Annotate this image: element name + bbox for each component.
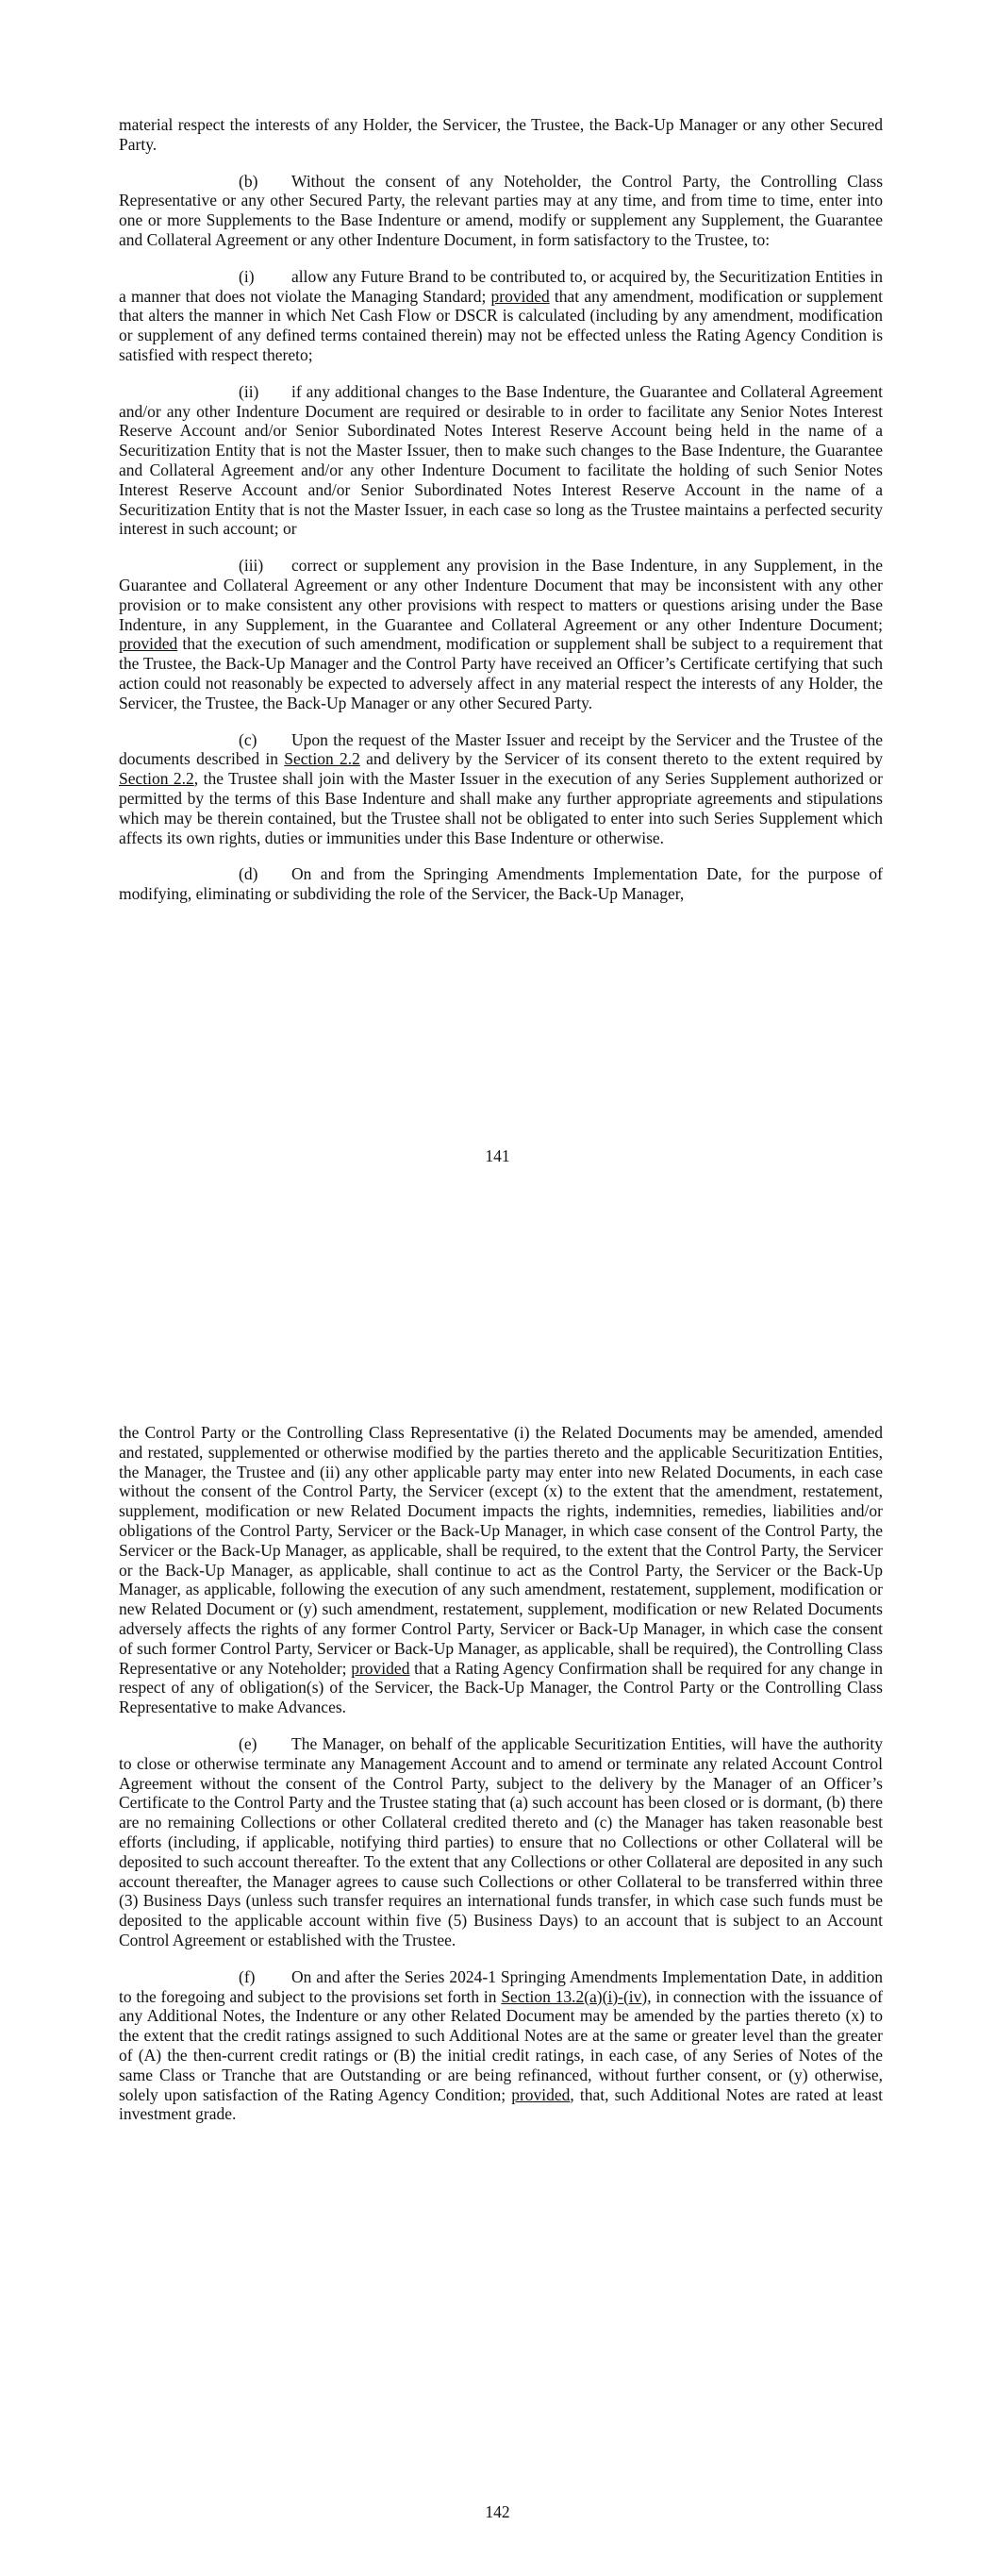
paragraph-f [119,1967,883,2124]
clause-i [119,267,883,365]
page-141-body [119,115,883,921]
paragraph-d [119,864,883,904]
paragraph-b-text: Without the consent of any Noteholder, the Control Party, the Controlling Class Representative or any other Secured Party, the relevant parties may at any time, and from time to time, enter into one or more Supplements to the Base Indenture or amend, modify or supplement any Supplement, the Guarantee and Collateral Agreement or any other Indenture Document, in form satisfactory to the Trustee, to: [119,171,883,249]
label-iii: (iii) [239,556,264,576]
clause-iii-text-2: that the execution of such amendment, modification or supplement shall be subject to a requirement that the Trustee, the Back-Up Manager and the Control Party have received an Officer’s Certificate certifying that such action could not reasonably be expected to adversely affect in any material respect the interests of any Holder, the Servicer, the Trustee, the Back-Up Manager or any other Secured Party. [119,634,883,712]
paragraph-b [119,172,883,250]
continuation-text-2: that a Rating Agency Confirmation shall be required for any change in respect of any of obligation(s) of the Servicer, the Back-Up Manager, the Control Party or the Controlling Class Representative to make Advances. [119,1658,883,1717]
label-d: (d) [239,864,258,884]
page-number: 142 [485,2502,510,2521]
label-c: (c) [239,729,257,749]
label-e: (e) [239,1733,257,1753]
paragraph-f-text-1: On and after the Series 2024-1 Springing Amendments Implementation Date, in addition to the foregoing and subject to the provisions set forth in [119,1966,883,2006]
clause-i-text-1: allow any Future Brand to be contributed to, or acquired by, the Securitization Entities in a manner that does not violate the Managing Standard; [119,266,883,306]
paragraph-c-text-3: , the Trustee shall join with the Master Issuer in the execution of any Series Supplement authorized or permitted by the terms of this Base Indenture and shall make any further appropriate agreements and stipulations which may be therein contained, but the Trustee shall not be obligated to enter into such Series Supplement which affects its own rights, duties or immunities under this Base Indenture or otherwise. [119,769,883,847]
page-142-body [119,1423,883,2141]
continuation-text-1: the Control Party or the Controlling Class Representative (i) the Related Documents may be amended, amended and restated, supplemented or otherwise modified by the parties thereto and the applicable Securitization Entities, the Manager, the Trustee and (ii) any other applicable party may enter into new Related Documents, in each case without the consent of the Control Party, the Servicer (except (x) to the extent that the amendment, restatement, supplement, modification or new Related Document impacts the rights, indemnities, remedies, liabilities and/or obligations of the Control Party, Servicer or the Back-Up Manager, in which case consent of the Control Party, the Servicer or the Back-Up Manager, as applicable, shall be required, to the extent that the Control Party, the Servicer or the Back-Up Manager, as applicable, shall continue to act as the Control Party, the Servicer or the Back-Up Manager, as applicable, following the execution of any such amendment, restatement, supplement, modification or new Related Document or (y) such amendment, restatement, supplement, modification or new Related Documents adversely affects the rights of any former Control Party, Servicer or Back-Up Manager, in which case the consent of such former Control Party, Servicer or Back-Up Manager, as applicable, shall be required), the Controlling Class Representative or any Noteholder; [119,1423,883,1678]
paragraph-d-text: On and from the Springing Amendments Implementation Date, for the purpose of modifying, eliminating or subdividing the role of the Servicer, the Back-Up Manager, [119,864,883,904]
clause-iii [119,556,883,712]
continuation-paragraph [119,1423,883,1717]
section-2-2-reference: Section 2.2 [284,749,360,769]
paragraph-f-provided: provided [511,2084,571,2104]
paragraph-c [119,730,883,848]
clause-ii-text: if any additional changes to the Base Indenture, the Guarantee and Collateral Agreement and/or any other Indenture Document are required or desirable to in order to facilitate any Senior Notes Interest Reserve Account and/or Senior Subordinated Notes Interest Reserve Account being held in the name of a Securitization Entity that is not the Master Issuer, then to make such changes to the Base Indenture, the Guarantee and Collateral Agreement and/or any other Indenture Document to facilitate the holding of such Senior Notes Interest Reserve Account and/or Senior Subordinated Notes Interest Reserve Account in the name of a Securitization Entity that is not the Master Issuer, in each case so long as the Trustee maintains a perfected security interest in such account; or [119,381,883,539]
clause-iii-provided: provided [119,634,178,654]
page-number: 141 [485,1146,510,1165]
clause-ii [119,382,883,539]
label-f: (f) [239,1966,256,1986]
paragraph-c-text-2: and delivery by the Servicer of its consent thereto to the extent required by [359,749,883,769]
paragraph-e-text: The Manager, on behalf of the applicable Securitization Entities, will have the authority to close or otherwise terminate any Management Account and to amend or terminate any related Account Control Agreement without the consent of the Control Party, subject to the delivery by the Manager of an Officer’s Certificate to the Control Party and the Trustee stating that (a) such account has been closed or is dormant, (b) there are no remaining Collections or other Collateral credited thereto and (c) the Manager has taken reasonable best efforts (including, if applicable, notifying third parties) to ensure that no Collections or other Collateral will be deposited to such account thereafter. To the extent that any Collections or other Collateral are deposited in any such account thereafter, the Manager agrees to cause such Collections or other Collateral to be transferred within three (3) Business Days (unless such transfer requires an international funds transfer, in which case such funds must be deposited to the applicable account within five (5) Business Days) to an account that is subject to an Account Control Agreement or established with the Trustee. [119,1733,883,1949]
clause-iii-text-1: correct or supplement any provision in the Base Indenture, in any Supplement, in the Guarantee and Collateral Agreement or any other Indenture Document that may be inconsistent with any other provision or to make consistent any other provisions with respect to matters or questions arising under the Base Indenture, in any Supplement, in the Guarantee and Collateral Agreement or any other Indenture Document; [119,556,883,634]
paragraph-f-text-3: , that, such Additional Notes are rated at least investment grade. [119,2084,883,2124]
page-142 [0,1288,995,2576]
paragraph-e [119,1734,883,1950]
paragraph-c-text-1: Upon the request of the Master Issuer and receipt by the Servicer and the Trustee of the documents described in [119,729,883,769]
section-2-2-reference-2: Section 2.2 [119,769,194,789]
section-13-2-reference: Section 13.2(a)(i)-(iv) [501,1986,648,2006]
paragraph-f-text-2: , in connection with the issuance of any Additional Notes, the Indenture or any other Related Document may be amended by the parties thereto (x) to the extent that the credit ratings assigned to such Additional Notes are at the same or greater level than the greater of (A) the then-current credit ratings or (B) the initial credit ratings, in each case, of any Series of Notes of the same Class or Tranche that are Outstanding or are being refinanced, without further consent, or (y) otherwise, solely upon satisfaction of the Rating Agency Condition; [119,1986,883,2104]
label-ii: (ii) [239,381,259,401]
continuation-provided: provided [351,1658,410,1678]
clause-i-provided: provided [490,286,550,306]
lead-paragraph: material respect the interests of any Holder, the Servicer, the Trustee, the Back-Up Manager or any other Secured Party. [119,115,883,154]
label-i: (i) [239,266,255,286]
clause-i-text-2: that any amendment, modification or supplement that alters the manner in which Net Cash Flow or DSCR is calculated (including by any amendment, modification or supplement of any defined terms contained therein) may not be effected unless the Rating Agency Condition is satisfied with respect thereto; [119,286,883,364]
label-b: (b) [239,171,258,191]
